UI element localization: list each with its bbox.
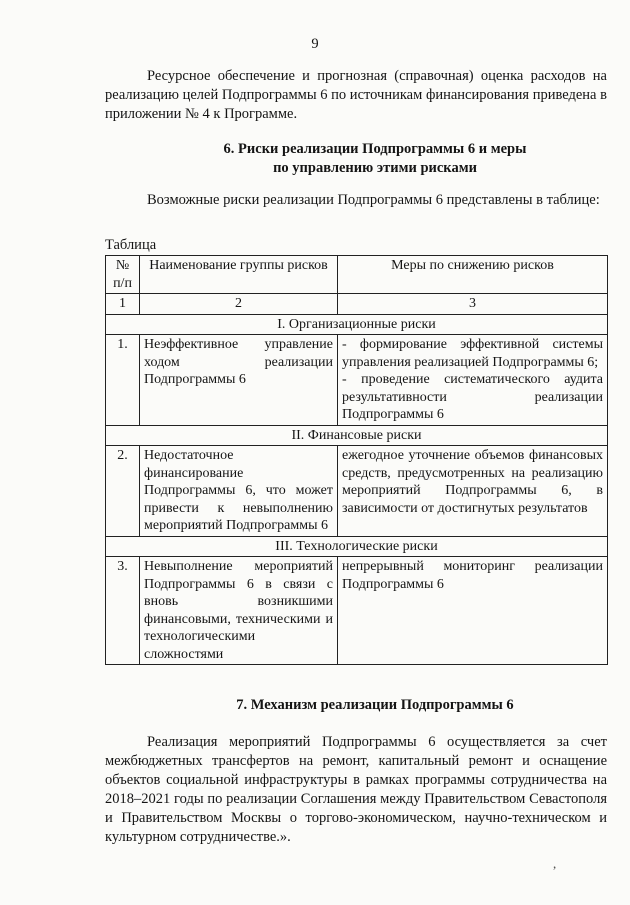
table-caption: Таблица: [105, 237, 157, 253]
table-row: [106, 335, 608, 426]
risk-name: Неэффективное управление ходом реализации Подпрограммы 6: [140, 335, 338, 426]
risk-name: Недостаточное финансирование Подпрограммы 6, что может привести к невыполнению мероприятий Подпрограммы 6: [140, 446, 338, 537]
section-6-intro: Возможные риски реализации Подпрограммы 6 представлены в таблице:: [147, 192, 600, 208]
section-6-heading-line1: 6. Риски реализации Подпрограммы 6 и меры: [223, 141, 527, 157]
header-measures: Меры по снижению рисков: [338, 256, 608, 294]
group-title-row: [106, 536, 608, 557]
measure-item: - проведение систематического аудита результативности реализации Подпрограммы 6: [342, 372, 603, 422]
header-num: № п/п: [106, 256, 140, 294]
section-7-heading: 7. Механизм реализации Подпрограммы 6: [236, 697, 514, 713]
measure-item: ежегодное уточнение объемов финансовых средств, предусмотренных на реализацию мероприятий Подпрограммы 6, в зависимости от достигнутых результатов: [342, 448, 603, 516]
risk-measures: [338, 557, 608, 665]
measure-item: непрерывный мониторинг реализации Подпрограммы 6: [342, 559, 603, 592]
risk-measures: [338, 446, 608, 537]
group-title: II. Финансовые риски: [106, 425, 608, 446]
group-title: III. Технологические риски: [106, 536, 608, 557]
column-number: 1: [106, 294, 140, 315]
group-title: I. Организационные риски: [106, 314, 608, 335]
header-group: Наименование группы рисков: [140, 256, 338, 294]
section-6-heading-line2: по управлению этими рисками: [273, 160, 477, 176]
row-number: 3.: [106, 557, 140, 665]
table-header-row: [106, 256, 608, 294]
group-title-row: [106, 425, 608, 446]
risk-measures: [338, 335, 608, 426]
group-title-row: [106, 314, 608, 335]
section-6-heading: [105, 140, 630, 178]
row-number: 2.: [106, 446, 140, 537]
scan-speck: ,: [553, 856, 557, 871]
column-number: 2: [140, 294, 338, 315]
table-row: [106, 446, 608, 537]
measure-item: - формирование эффективной системы управления реализацией Подпрограммы 6;: [342, 337, 603, 370]
column-number-row: [106, 294, 608, 315]
column-number: 3: [338, 294, 608, 315]
intro-paragraph: Ресурсное обеспечение и прогнозная (справочная) оценка расходов на реализацию целей Подпрограммы 6 по источникам финансирования приведена в приложении № 4 к Программе.: [105, 68, 607, 122]
section-7-paragraph: Реализация мероприятий Подпрограммы 6 осуществляется за счет межбюджетных трансфертов на ремонт, капитальный ремонт и оснащение объектов социальной инфраструктуры в рамках программы сотрудничества на 2018–2021 годы по реализации Соглашения между Правительством Севастополя и Правительством Москвы о торгово-экономическом, научно-техническом и культурном сотрудничестве.».: [105, 734, 607, 845]
row-number: 1.: [106, 335, 140, 426]
page-number: 9: [311, 36, 319, 52]
risk-name: Невыполнение мероприятий Подпрограммы 6 в связи с вновь возникшими финансовыми, техническими и технологическими сложностями: [140, 557, 338, 665]
risk-table: [105, 255, 608, 665]
table-row: [106, 557, 608, 665]
